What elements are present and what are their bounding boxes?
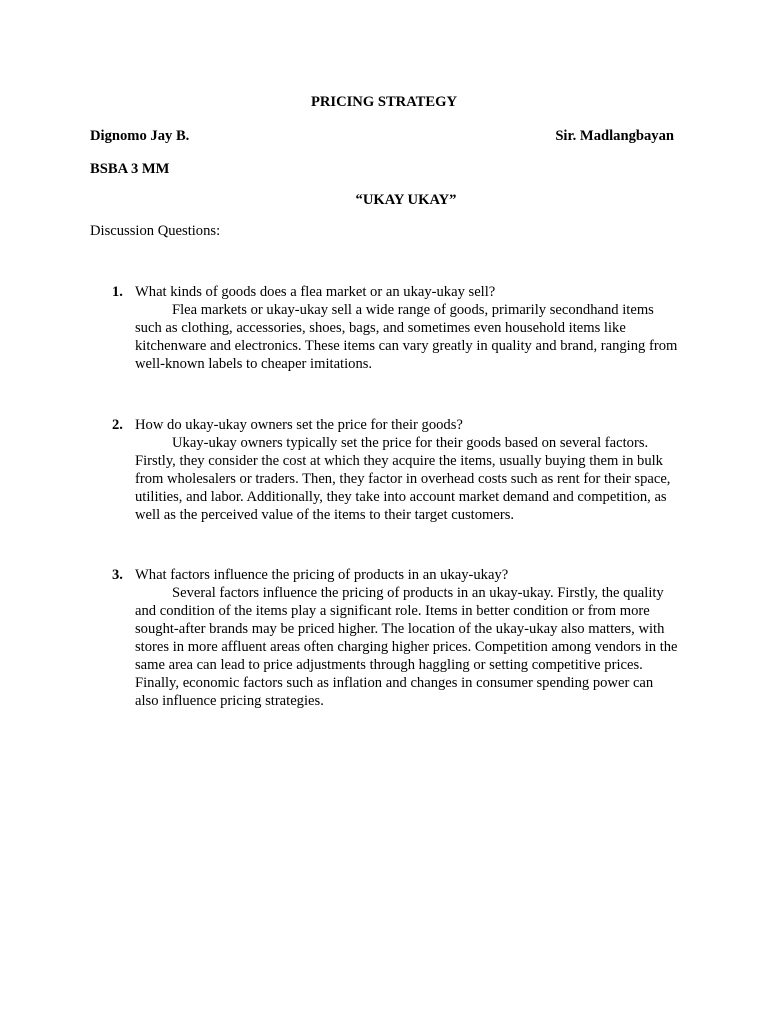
question-body [135, 566, 680, 710]
question-number: 2. [112, 417, 123, 433]
question-number: 1. [112, 284, 123, 300]
subject-heading: “UKAY UKAY” [355, 192, 457, 208]
question-text: What factors influence the pricing of products in an ukay-ukay? [135, 567, 509, 583]
question-item [90, 283, 680, 373]
question-body [135, 416, 680, 524]
document-title: PRICING STRATEGY [310, 94, 458, 110]
question-number: 3. [112, 567, 123, 583]
answer-text: Flea markets or ukay-ukay sell a wide range of goods, primarily secondhand items such as clothing, accessories, shoes, bags, and sometimes even household items like kitchenware and electronics. These items can vary greatly in quality and brand, ranging from well-known labels to cheaper imitations. [135, 302, 678, 372]
instructor-name: Sir. Madlangbayan [555, 128, 674, 144]
discussion-label: Discussion Questions: [90, 223, 221, 239]
answer-text: Several factors influence the pricing of products in an ukay-ukay. Firstly, the quality and condition of the items play a significant role. Items in better condition or from more sought-after brands may be priced higher. The location of the ukay-ukay also matters, with stores in more affluent areas often charging higher prices. Competition among vendors in the same area can lead to price adjustments through haggling or setting competitive prices. Finally, economic factors such as inflation and changes in consumer spending power can also influence pricing strategies. [135, 585, 678, 709]
question-text: How do ukay-ukay owners set the price for their goods? [135, 417, 463, 433]
question-body [135, 283, 680, 373]
question-item [90, 566, 680, 710]
question-item [90, 416, 680, 524]
answer-text: Ukay-ukay owners typically set the price for their goods based on several factors. Firstly, they consider the cost at which they acquire the items, usually buying them in bulk from wholesalers or traders. Then, they factor in overhead costs such as rent for their space, utilities, and labor. Additionally, they take into account market demand and competition, as well as the perceived value of the items to their target customers. [135, 435, 671, 523]
question-text: What kinds of goods does a flea market or an ukay-ukay sell? [135, 284, 496, 300]
course-label: BSBA 3 MM [90, 161, 170, 177]
author-name: Dignomo Jay B. [90, 128, 190, 144]
